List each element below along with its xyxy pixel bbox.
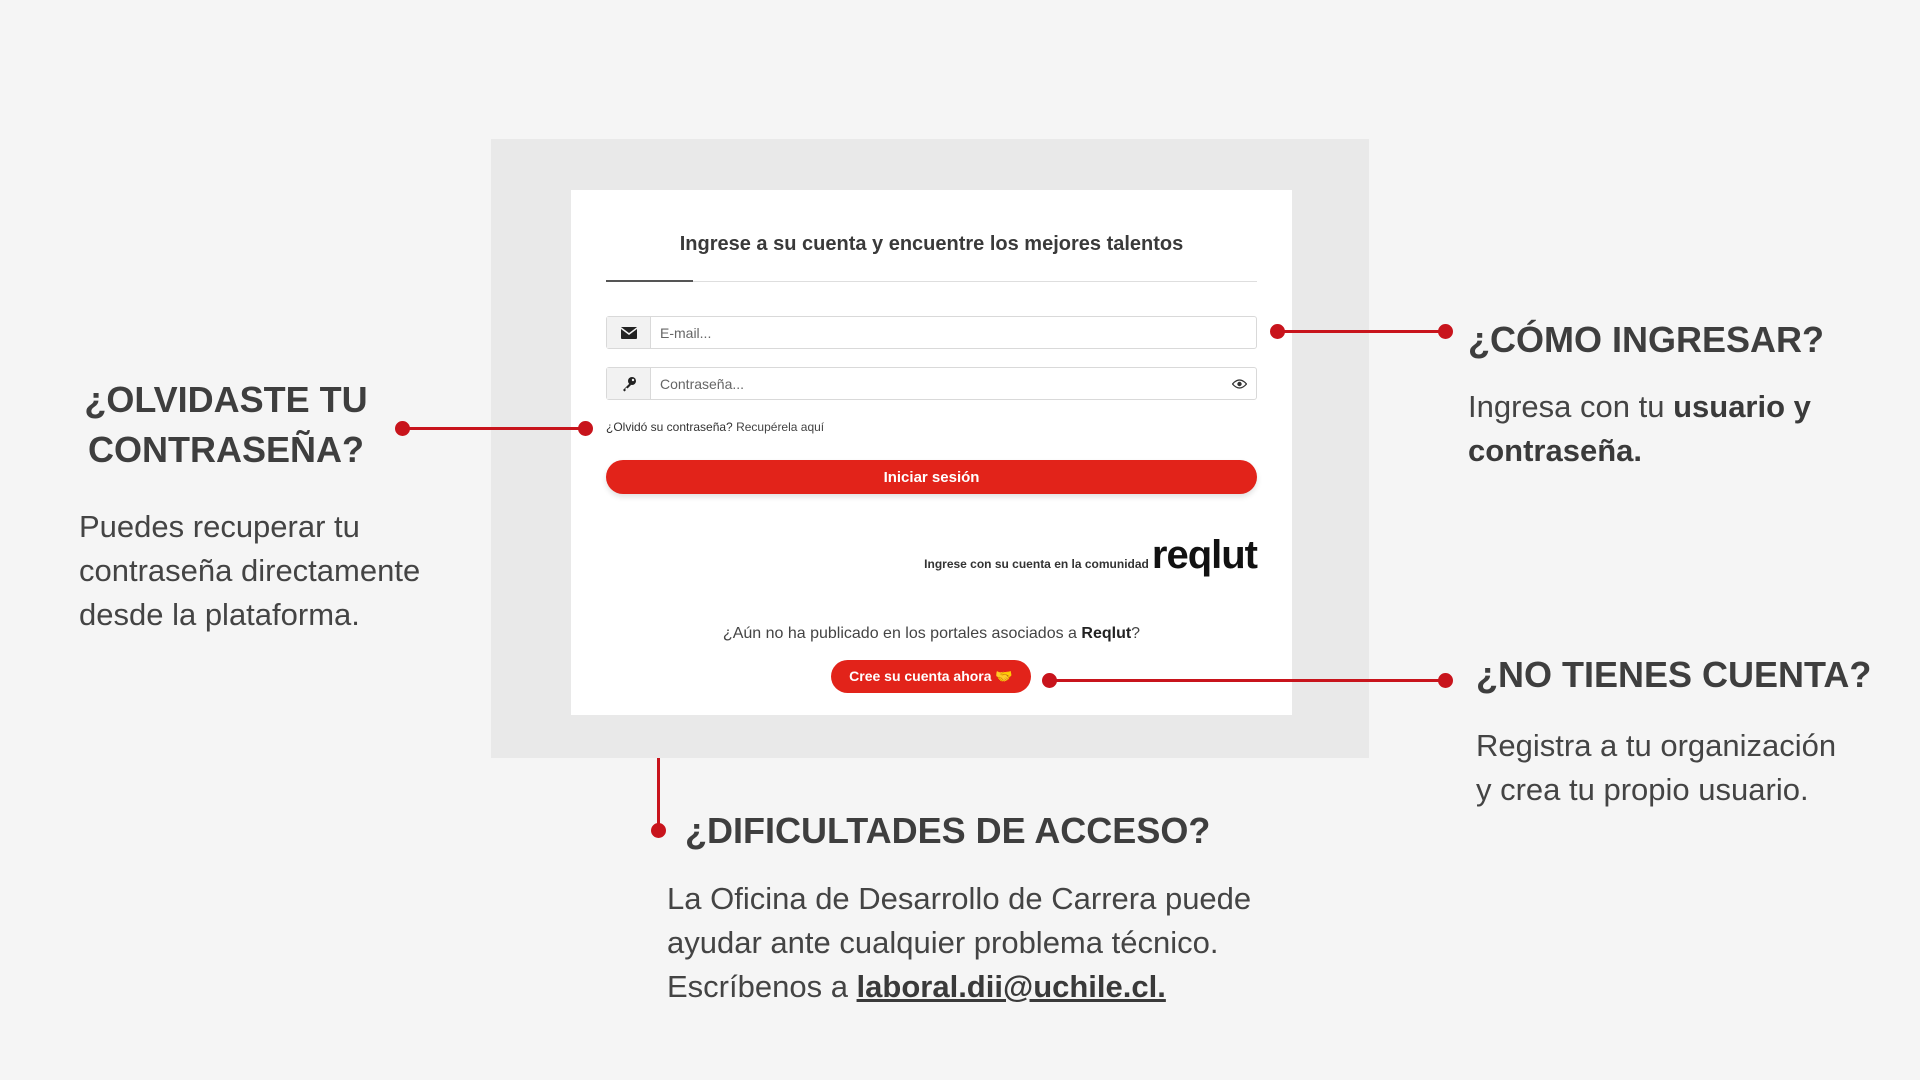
login-callout-dot-end: [1438, 324, 1453, 339]
no-account-callout-dot-start: [1042, 673, 1057, 688]
published-prefix: ¿Aún no ha publicado en los portales asociados a: [722, 625, 1077, 642]
login-heading: ¿CÓMO INGRESAR?: [1468, 319, 1824, 360]
login-body-bold2: contraseña.: [1468, 433, 1643, 468]
forgot-password-prefix: ¿Olvidó su contraseña?: [606, 420, 733, 434]
no-account-body: [1476, 724, 1906, 812]
password-input[interactable]: [651, 368, 1222, 399]
forgot-body-line1: Puedes recuperar tu: [79, 509, 360, 544]
no-account-callout-line: [1050, 679, 1446, 682]
reqlut-logo[interactable]: reqlut: [1151, 533, 1257, 577]
create-account-button[interactable]: Cree su cuenta ahora 🤝: [831, 660, 1031, 693]
access-callout-line: [657, 758, 660, 830]
published-question: [571, 625, 1292, 643]
login-callout-dot-start: [1270, 324, 1285, 339]
login-body-bold1: usuario y: [1673, 389, 1811, 424]
login-card: [571, 190, 1292, 715]
access-body-line1: La Oficina de Desarrollo de Carrera puede: [667, 881, 1252, 916]
no-account-body-line2: y crea tu propio usuario.: [1476, 772, 1809, 807]
forgot-heading-line2: CONTRASEÑA?: [88, 429, 364, 470]
access-body-prefix: Escríbenos a: [667, 969, 857, 1004]
community-login: [924, 535, 1257, 575]
login-card-title: Ingrese a su cuenta y encuentre los mejores talentos: [679, 233, 1184, 255]
email-field-group: [606, 316, 1257, 349]
access-body-line2: ayudar ante cualquier problema técnico.: [667, 925, 1219, 960]
access-heading: ¿DIFICULTADES DE ACCESO?: [685, 810, 1211, 851]
forgot-heading-line1: ¿OLVIDASTE TU: [84, 379, 368, 420]
support-email-link[interactable]: laboral.dii@uchile.cl.: [856, 969, 1166, 1004]
published-brand: Reqlut: [1081, 625, 1132, 642]
title-divider: [606, 281, 1257, 282]
no-account-heading: ¿NO TIENES CUENTA?: [1476, 654, 1872, 695]
access-callout-dot: [651, 823, 666, 838]
access-body: [667, 877, 1367, 1009]
forgot-password-row: [606, 420, 824, 434]
login-body-prefix: Ingresa con tu: [1468, 389, 1674, 424]
title-divider-accent: [606, 280, 693, 282]
no-account-callout-dot-end: [1438, 673, 1453, 688]
no-account-body-line1: Registra a tu organización: [1476, 728, 1837, 763]
login-callout-line: [1278, 330, 1446, 333]
forgot-body-line3: desde la plataforma.: [79, 597, 360, 632]
published-suffix: ?: [1131, 625, 1141, 642]
recover-password-link[interactable]: Recupérela aquí: [736, 420, 825, 434]
eye-icon[interactable]: [1222, 368, 1256, 399]
password-field-group: [606, 367, 1257, 400]
forgot-callout-dot-start: [395, 421, 410, 436]
envelope-icon: [607, 317, 651, 348]
login-body: [1468, 385, 1908, 473]
forgot-body: [79, 505, 499, 637]
login-button[interactable]: Iniciar sesión: [606, 460, 1257, 494]
forgot-body-line2: contraseña directamente: [79, 553, 421, 588]
email-input[interactable]: [651, 317, 1256, 348]
forgot-heading: [76, 375, 376, 475]
key-icon: [607, 368, 651, 399]
forgot-callout-dot-end: [578, 421, 593, 436]
community-text: Ingrese con su cuenta en la comunidad: [924, 557, 1149, 571]
forgot-callout-line: [403, 427, 586, 430]
